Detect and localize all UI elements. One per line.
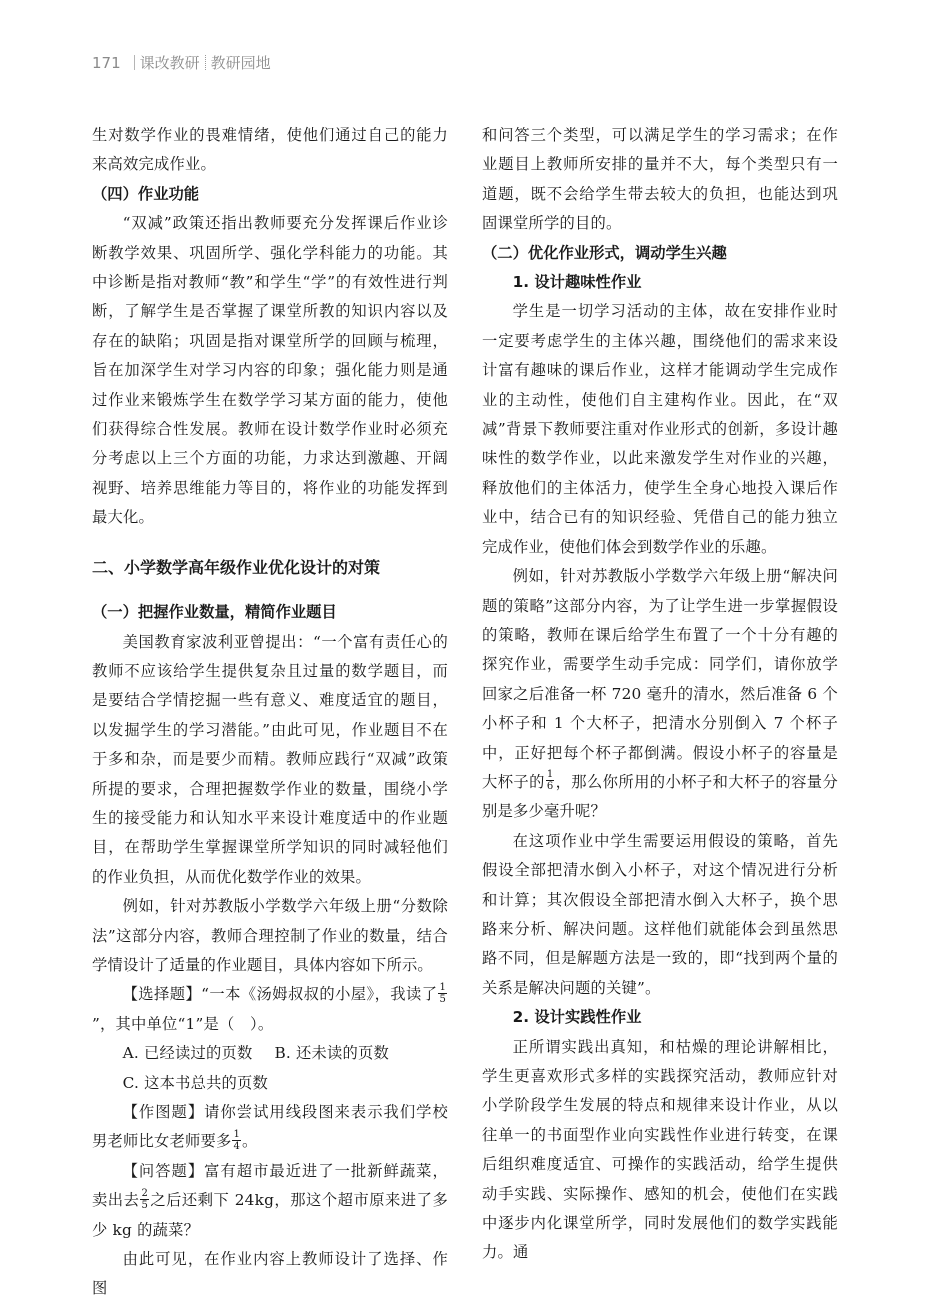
subheading-2-2: 2. 设计实践性作业 [512,1008,642,1027]
option-b: B. 还未读的页数 [274,1044,390,1063]
subheading-4: （四）作业功能 [92,184,200,203]
paragraph: 在这项作业中学生需要运用假设的策略，首先假设全部把清水倒入小杯子，对这个情况进行分析和计算；其次假设全部把清水倒入大杯子，换个思路来分析、解决问题。这样他们就能体会到虽然思路不同，但是解题方法是一致的，即“找到两个量的关系是解决问题的关键”。 [482,831,838,997]
paragraph: 和问答三个类型，可以满足学生的学习需求；在作业题目上教师所安排的量并不大，每个类型只有一道题，既不会给学生带去较大的负担，也能达到巩固课堂所学的目的。 [482,126,838,233]
choice-options [92,1039,448,1068]
header-dotted-divider [205,55,206,70]
fraction: $\frac{1}{5}$ [439,981,446,1005]
option-a: A. 已经读过的页数 [122,1044,253,1063]
paragraph: 美国教育家波利亚曾提出：“一个富有责任心的教师不应该给学生提供复杂且过量的数学题目，而是要结合学情挖掘一些有意义、难度适宜的题目，以发掘学生的学习潜能。”由此可见，作业题目不在于多和杂，而是要少而精。教师应践行“双减”政策所提的要求，合理把握数学作业的数量，围绕小学生的接受能力和认知水平来设计难度适中的作业题目，在帮助学生掌握课堂所学知识的同时减轻他们的作业负担，从而优化数学作业的效果。 [92,632,448,886]
paragraph: 由此可见，在作业内容上教师设计了选择、作图 [92,1250,448,1298]
section-heading-2: 二、小学数学高年级作业优化设计的对策 [92,557,381,577]
fraction: $\frac{1}{4}$ [233,1128,241,1152]
paragraph: 例如，针对苏教版小学数学六年级上册“分数除法”这部分内容，教师合理控制了作业的数量，结合学情设计了适量的作业题目，具体内容如下所示。 [92,897,448,974]
header-subsection: 教研园地 [210,54,271,72]
paragraph: 正所谓实践出真知，和枯燥的理论讲解相比，学生更喜欢形式多样的实践探究活动，教师应针对小学阶段学生发展的特点和规律来设计作业，从以往单一的书面型作业向实践性作业进行转变，在课后组织难度适宜、可操作的实践活动，给学生提供动手实践、实际操作、感知的机会，使他们在实践中逐步内化课堂所学，同时发展他们的数学实践能力。通 [482,1037,838,1262]
fraction: $\frac{2}{5}$ [141,1187,148,1211]
subheading-2-1: 1. 设计趣味性作业 [512,273,642,292]
running-header [92,52,271,73]
question-drawing: 【作图题】请你尝试用线段图来表示我们学校男老师比女老师要多 $\frac{1}{4}$ 。 [92,1103,448,1152]
left-column [92,121,448,1304]
question-answer: 【问答题】富有超市最近进了一批新鲜蔬菜，卖出去 $\frac{2}{5}$ 之后还剩下 24kg，那这个超市原来进了多少 kg 的蔬菜？ [92,1161,448,1239]
question-choice: 【选择题】“一本《汤姆叔叔的小屋》，我读了 $\frac{1}{5}$ ”，其中单位“1”是（ ）。 [92,981,446,1033]
right-column [482,121,838,1268]
header-section: 课改教研 [139,54,200,72]
paragraph: 生对数学作业的畏难情绪，使他们通过自己的能力来高效完成作业。 [92,126,448,174]
paragraph: 例如，针对苏教版小学数学六年级上册“解决问题的策略”这部分内容，为了让学生进一步掌握假设的策略，教师在课后给学生布置了一个十分有趣的探究作业，需要学生动手完成：同学们，请你放学回家之后准备一杯 720 毫升的清水，然后准备 6 个小杯子和 1 个大杯子，把清水分别倒入 7 个杯子中，正好把每个杯子都倒满。假设小杯子的容量是大杯子的 $\frac{1}{6}$ ，那么你所用的小杯子和大杯子的容量分别是多少毫升呢？ [482,567,838,821]
choice-options [92,1069,448,1098]
page-number: 171 [92,53,121,72]
fraction: $\frac{1}{6}$ [546,769,554,793]
option-c: C. 这本书总共的页数 [122,1073,269,1092]
header-divider [134,55,135,70]
subheading-2: （二）优化作业形式，调动学生兴趣 [482,243,727,262]
paragraph: 学生是一切学习活动的主体，故在安排作业时一定要考虑学生的主体兴趣，围绕他们的需求来设计富有趣味的课后作业，这样才能调动学生完成作业的主动性，使他们自主建构作业。因此，在“双减”背景下教师要注重对作业形式的创新，多设计趣味性的数学作业，以此来激发学生对作业的兴趣，释放他们的主体活力，使学生全身心地投入课后作业中，结合已有的知识经验、凭借自己的能力独立完成作业，使他们体会到数学作业的乐趣。 [482,302,838,556]
subheading-1: （一）把握作业数量，精简作业题目 [92,603,337,622]
paragraph: “双减”政策还指出教师要充分发挥课后作业诊断教学效果、巩固所学、强化学科能力的功能。其中诊断是指对教师“教”和学生“学”的有效性进行判断，了解学生是否掌握了课堂所教的知识内容以及存在的缺陷；巩固是指对课堂所学的回顾与梳理，旨在加深学生对学习内容的印象；强化能力则是通过作业来锻炼学生在数学学习某方面的能力，使他们获得综合性发展。教师在设计数学作业时必须充分考虑以上三个方面的功能，力求达到激趣、开阔视野、培养思维能力等目的，将作业的功能发挥到最大化。 [92,214,448,527]
